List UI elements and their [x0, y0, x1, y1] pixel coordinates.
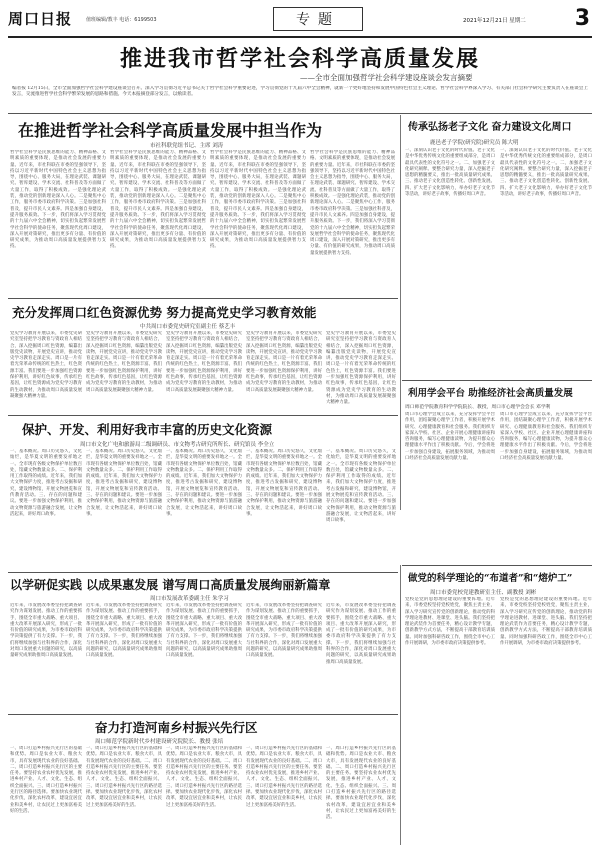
article-column: 一、周口打造乡村振兴先行区的基础和优势。周口是农业大市、粮食大市，具有发展现代农业的良好基础。二、周口打造乡村振兴先行区的主要任务。要坚持农业农村优先发展，推进乡村产业、人才、文化、生态、组织全面振兴。三、周口打造乡村振兴先行区的路径选择。要加快农业现代化步伐，深化农村改革，建设宜居宜业和美乡村，让农民过上更加富裕美好的生活。: [246, 746, 322, 808]
article-column: 哲学社会科学是民族思维的能力、精神品格、文明素质的重要体现，是推动社会发展的重要力量。近年来，市社科联在市委的坚强领导下，坚持以习近平新时代中国特色社会主义思想为指导，围绕中心、服务大局，在理论武装、课题研究、智库建设、学术交流、社科普及等方面做了大量工作，取得了积极成效。一是强化理论武装，推动党的创新理论深入人心。二是聚焦中心工作，服务市委市政府科学决策。三是加强社科普及，提升市民人文素养。四是加强自身建设，提升服务质效。下一步，我们将深入学习贯彻党的十九届六中全会精神，切实担负起繁荣发展哲学社会科学的使命任务，聚焦现代化周口建设，深入开展对策研究，推出更多有分量、有价值的研究成果，为推动周口高质量发展提供智力支持。: [10, 150, 106, 250]
article-column: 周口市心理学会成立以来，充分发挥学会平台作用，团结凝聚心理学工作者，积极开展学术研究、心理健康教育和社会服务。我们组织专家深入学校、社区、企业开展心理健康讲座和咨询服务，编写心理健康读物，为提升群众心理健康水平作出了积极贡献。今后，学会将进一步加强自身建设，拓展服务领域，为推动周口经济社会高质量发展贡献力量。: [500, 412, 592, 462]
article-column: 哲学社会科学是民族思维的能力、精神品格、文明素质的重要体现，是推动社会发展的重要力量。近年来，市社科联在市委的坚强领导下，坚持以习近平新时代中国特色社会主义思想为指导，围绕中心、服务大局，在理论武装、课题研究、智库建设、学术交流、社科普及等方面做了大量工作，取得了积极成效。一是强化理论武装，推动党的创新理论深入人心。二是聚焦中心工作，服务市委市政府科学决策。三是加强社科普及，提升市民人文素养。四是加强自身建设，提升服务质效。下一步，我们将深入学习贯彻党的十九届六中全会精神，切实担负起繁荣发展哲学社会科学的使命任务，聚焦现代化周口建设，深入开展对策研究，推出更多有分量、有价值的研究成果，为推动周口高质量发展提供智力支持。: [310, 150, 395, 256]
article-column: 哲学社会科学是民族思维的能力、精神品格、文明素质的重要体现，是推动社会发展的重要力量。近年来，市社科联在市委的坚强领导下，坚持以习近平新时代中国特色社会主义思想为指导，围绕中心、服务大局，在理论武装、课题研究、智库建设、学术交流、社科普及等方面做了大量工作，取得了积极成效。一是强化理论武装，推动党的创新理论深入人心。二是聚焦中心工作，服务市委市政府科学决策。三是加强社科普及，提升市民人文素养。四是加强自身建设，提升服务质效。下一步，我们将深入学习贯彻党的十九届六中全会精神，切实担负起繁荣发展哲学社会科学的使命任务，聚焦现代化周口建设，深入开展对策研究，推出更多有分量、有价值的研究成果，为推动周口高质量发展提供智力支持。: [110, 150, 206, 250]
article-column: 党校是党的思想理论建设的重要阵地。近年来，市委党校坚持党校姓党，聚焦主责主业，深入学习研究宣传党的创新理论，推动党的科学理论进教材、进课堂、进头脑。我们坚持把理论武装作为首要任务，精心设计教学专题，创新教学方式方法，不断提高干部教育培训质量。同时加强科研咨政工作，围绕全市中心工作开展调研，为市委市政府决策提供参考。: [405, 597, 495, 647]
article-title: 传承弘扬老子文化 奋力建设文化周口: [408, 122, 572, 133]
article-title: 以学研促实践 以成果惠发展 谱写周口高质量发展绚丽新篇章: [10, 578, 331, 592]
article-column: 党史学习教育开展以来，市委党史研究室坚持把学习教育与资政育人相结合，深入挖掘周口红色资源，编纂出版党史读物，开展党史宣讲，推动党史学习教育走深走实。周口是一片有着光荣革命传统的红色热土，红色资源丰富。我们要进一步加强红色资源保护利用，讲好红色故事，传承红色基因，让红色资源成为党史学习教育的生动教材，为推动周口高质量发展凝聚强大精神力量。: [326, 331, 396, 406]
article-column: 党史学习教育开展以来，市委党史研究室坚持把学习教育与资政育人相结合，深入挖掘周口红色资源，编纂出版党史读物，开展党史宣讲，推动党史学习教育走深走实。周口是一片有着光荣革命传统的红色热土，红色资源丰富。我们要进一步加强红色资源保护利用，讲好红色故事，传承红色基因，让红色资源成为党史学习教育的生动教材，为推动周口高质量发展凝聚强大精神力量。: [246, 331, 322, 393]
article-column: 周口市心理学会成立以来，充分发挥学会平台作用，团结凝聚心理学工作者，积极开展学术研究、心理健康教育和社会服务。我们组织专家深入学校、社区、企业开展心理健康讲座和咨询服务，编写心理健康读物，为提升群众心理健康水平作出了积极贡献。今后，学会将进一步加强自身建设，拓展服务领域，为推动周口经济社会高质量发展贡献力量。: [405, 412, 495, 462]
article-title: 充分发挥周口红色资源优势 努力提高党史学习教育效能: [12, 305, 317, 320]
page-title: 推进我市哲学社会科学高质量发展: [119, 46, 480, 72]
masthead: [8, 6, 592, 38]
article-column: 一、周口打造乡村振兴先行区的基础和优势。周口是农业大市、粮食大市，具有发展现代农业的良好基础。二、周口打造乡村振兴先行区的主要任务。要坚持农业农村优先发展，推进乡村产业、人才、文化、生态、组织全面振兴。三、周口打造乡村振兴先行区的路径选择。要加快农业现代化步伐，深化农村改革，建设宜居宜业和美乡村，让农民过上更加富裕美好的生活。: [326, 746, 396, 821]
divider: [8, 714, 398, 715]
article-column: 一、基本概况。周口历史悠久，文化灿烂，是华夏文明的重要发祥地之一。全市现有各级文物保护单位数百处，馆藏文物数量众多。二、保护利用工作取得的成绩。近年来，我们加大文物保护力度，推进考古发掘和研究，建设博物馆，开展文物展览和宣传教育活动。三、存在的问题和建议。要进一步加强文物保护利用，推动文物资源与旅游融合发展，让文物活起来，讲好周口故事。: [166, 449, 242, 517]
page-subtitle: ——全市全面加强哲学社会科学建设座谈会发言摘要: [300, 73, 473, 82]
article-column: 一、基本概况。周口历史悠久，文化灿烂，是华夏文明的重要发祥地之一。全市现有各级文物保护单位数百处，馆藏文物数量众多。二、保护利用工作取得的成绩。近年来，我们加大文物保护力度，推进考古发掘和研究，建设博物馆，开展文物展览和宣传教育活动。三、存在的问题和建议。要进一步加强文物保护利用，推动文物资源与旅游融合发展，让文物活起来，讲好周口故事。: [10, 449, 82, 517]
article-author: 周口市发展改革委副主任 朱学习: [150, 596, 229, 602]
article-author: 周口师范学院教育科学学院院长、教授，周口市心理学会会长 邓学利: [405, 405, 551, 410]
article-column: 一、基本概况。周口历史悠久，文化灿烂，是华夏文明的重要发祥地之一。全市现有各级文物保护单位数百处，馆藏文物数量众多。二、保护利用工作取得的成绩。近年来，我们加大文物保护力度，推进考古发掘和研究，建设博物馆，开展文物展览和宣传教育活动。三、存在的问题和建议。要进一步加强文物保护利用，推动文物资源与旅游融合发展，让文物活起来，讲好周口故事。: [326, 449, 396, 524]
article-column: 一、周口打造乡村振兴先行区的基础和优势。周口是农业大市、粮食大市，具有发展现代农业的良好基础。二、周口打造乡村振兴先行区的主要任务。要坚持农业农村优先发展，推进乡村产业、人才、文化、生态、组织全面振兴。三、周口打造乡村振兴先行区的路径选择。要加快农业现代化步伐，深化农村改革，建设宜居宜业和美乡村，让农民过上更加富裕美好的生活。: [10, 746, 82, 814]
article-title: 保护、开发、利用好我市丰富的历史文化资源: [22, 422, 273, 437]
article-column: 近年来，市发展改革委坚持把调查研究作为谋划发展、推动工作的重要抓手，围绕全市重大战略、重大项目、重大改革开展深入研究，形成了一批有价值的研究成果，为市委市政府科学决策提供了有力支撑。下一步，我们将继续加强与社科界的合作，深化对周口发展重大问题的研究，以高质量研究成果助推周口高质量发展。: [326, 603, 396, 665]
editor-note: 编者按 12月15日，全市全面加强哲学社会科学建设座谈会召开。深入学习贯彻习近平总书记关于哲学社会科学重要论述，学习贯彻党的十九届六中全会精神，就新一个更好地坚持和发展中国特色社会主义理论、哲学社会科学界深入学习、有关部门社会科学研究主要负责人在座谈会上发言，交流推进哲学社会科学繁荣发展的思路和措施。今天本报摘登部分发言，以飨读者。: [12, 86, 588, 98]
issue-date: 2021年12月21日 星期二: [463, 18, 526, 24]
article-column: 近年来，市发展改革委坚持把调查研究作为谋划发展、推动工作的重要抓手，围绕全市重大战略、重大项目、重大改革开展深入研究，形成了一批有价值的研究成果，为市委市政府科学决策提供了有力支撑。下一步，我们将继续加强与社科界的合作，深化对周口发展重大问题的研究，以高质量研究成果助推周口高质量发展。: [166, 603, 242, 659]
article-title: 在推进哲学社会科学高质量发展中担当作为: [18, 121, 323, 140]
article-column: 一、周口打造乡村振兴先行区的基础和优势。周口是农业大市、粮食大市，具有发展现代农业的良好基础。二、周口打造乡村振兴先行区的主要任务。要坚持农业农村优先发展，推进乡村产业、人才、文化、生态、组织全面振兴。三、周口打造乡村振兴先行区的路径选择。要加快农业现代化步伐，深化农村改革，建设宜居宜业和美乡村，让农民过上更加富裕美好的生活。: [86, 746, 162, 808]
article-column: 一、深刻认识老子文化的时代价值。老子文化是中华优秀传统文化的重要组成部分，是周口最具代表性的文化符号之一。二、加强老子文化研究阐释。要整合研究力量，深入挖掘老子思想的精髓要义，推出一批高质量研究成果。三、推动老子文化创造性转化、创新性发展。四、扩大老子文化影响力，举办好老子文化节等活动，讲好老子故事，传播好周口声音。: [500, 148, 592, 198]
divider: [8, 572, 398, 573]
article-author: 市社科联党组书记、主席 刘涛: [150, 143, 224, 149]
article-column: 哲学社会科学是民族思维的能力、精神品格、文明素质的重要体现，是推动社会发展的重要力量。近年来，市社科联在市委的坚强领导下，坚持以习近平新时代中国特色社会主义思想为指导，围绕中心、服务大局，在理论武装、课题研究、智库建设、学术交流、社科普及等方面做了大量工作，取得了积极成效。一是强化理论武装，推动党的创新理论深入人心。二是聚焦中心工作，服务市委市政府科学决策。三是加强社科普及，提升市民人文素养。四是加强自身建设，提升服务质效。下一步，我们将深入学习贯彻党的十九届六中全会精神，切实担负起繁荣发展哲学社会科学的使命任务，聚焦现代化周口建设，深入开展对策研究，推出更多有分量、有价值的研究成果，为推动周口高质量发展提供智力支持。: [210, 150, 306, 250]
article-author: 周口市委党校党建教研室主任、副教授 刘彬: [430, 590, 537, 596]
section-label: 专题: [273, 7, 363, 31]
article-title: 利用学会平台 助推经济社会高质量发展: [408, 388, 573, 399]
article-author: 鹿邑老子学院(研究院)研究员 陈大明: [430, 140, 519, 146]
article-column: 党史学习教育开展以来，市委党史研究室坚持把学习教育与资政育人相结合，深入挖掘周口红色资源，编纂出版党史读物，开展党史宣讲，推动党史学习教育走深走实。周口是一片有着光荣革命传统的红色热土，红色资源丰富。我们要进一步加强红色资源保护利用，讲好红色故事，传承红色基因，让红色资源成为党史学习教育的生动教材，为推动周口高质量发展凝聚强大精神力量。: [166, 331, 242, 393]
divider: [8, 113, 592, 114]
article-column: 近年来，市发展改革委坚持把调查研究作为谋划发展、推动工作的重要抓手，围绕全市重大战略、重大项目、重大改革开展深入研究，形成了一批有价值的研究成果，为市委市政府科学决策提供了有力支撑。下一步，我们将继续加强与社科界的合作，深化对周口发展重大问题的研究，以高质量研究成果助推周口高质量发展。: [246, 603, 322, 659]
article-column: 近年来，市发展改革委坚持把调查研究作为谋划发展、推动工作的重要抓手，围绕全市重大战略、重大项目、重大改革开展深入研究，形成了一批有价值的研究成果，为市委市政府科学决策提供了有力支撑。下一步，我们将继续加强与社科界的合作，深化对周口发展重大问题的研究，以高质量研究成果助推周口高质量发展。: [86, 603, 162, 659]
article-author: 周口师范学院新时代乡村建设研究院院长、教授 张培: [95, 739, 224, 745]
article-title: 奋力打造河南乡村振兴先行区: [95, 720, 258, 735]
divider: [8, 415, 398, 416]
article-author: 周口市文化广电和旅游局二级调研员、市文物考古研究所所长、研究馆员 李全立: [80, 442, 275, 448]
divider: [8, 298, 398, 299]
article-column: 一、周口打造乡村振兴先行区的基础和优势。周口是农业大市、粮食大市，具有发展现代农业的良好基础。二、周口打造乡村振兴先行区的主要任务。要坚持农业农村优先发展，推进乡村产业、人才、文化、生态、组织全面振兴。三、周口打造乡村振兴先行区的路径选择。要加快农业现代化步伐，深化农村改革，建设宜居宜业和美乡村，让农民过上更加富裕美好的生活。: [166, 746, 242, 808]
page-number: 3: [574, 6, 590, 31]
article-column: 一、基本概况。周口历史悠久，文化灿烂，是华夏文明的重要发祥地之一。全市现有各级文物保护单位数百处，馆藏文物数量众多。二、保护利用工作取得的成绩。近年来，我们加大文物保护力度，推进考古发掘和研究，建设博物馆，开展文物展览和宣传教育活动。三、存在的问题和建议。要进一步加强文物保护利用，推动文物资源与旅游融合发展，让文物活起来，讲好周口故事。: [246, 449, 322, 517]
article-column: 一、基本概况。周口历史悠久，文化灿烂，是华夏文明的重要发祥地之一。全市现有各级文物保护单位数百处，馆藏文物数量众多。二、保护利用工作取得的成绩。近年来，我们加大文物保护力度，推进考古发掘和研究，建设博物馆，开展文物展览和宣传教育活动。三、存在的问题和建议。要进一步加强文物保护利用，推动文物资源与旅游融合发展，让文物活起来，讲好周口故事。: [86, 449, 162, 517]
divider: [400, 565, 401, 845]
divider: [400, 115, 401, 510]
article-column: 一、深刻认识老子文化的时代价值。老子文化是中华优秀传统文化的重要组成部分，是周口最具代表性的文化符号之一。二、加强老子文化研究阐释。要整合研究力量，深入挖掘老子思想的精髓要义，推出一批高质量研究成果。三、推动老子文化创造性转化、创新性发展。四、扩大老子文化影响力，举办好老子文化节等活动，讲好老子故事，传播好周口声音。: [405, 148, 495, 198]
newspaper-logo: 周口日报: [8, 10, 73, 28]
article-column: 党史学习教育开展以来，市委党史研究室坚持把学习教育与资政育人相结合，深入挖掘周口红色资源，编纂出版党史读物，开展党史宣讲，推动党史学习教育走深走实。周口是一片有着光荣革命传统的红色热土，红色资源丰富。我们要进一步加强红色资源保护利用，讲好红色故事，传承红色基因，让红色资源成为党史学习教育的生动教材，为推动周口高质量发展凝聚强大精神力量。: [10, 331, 82, 399]
divider: [402, 380, 592, 381]
article-author: 中共周口市委党史研究室副主任 蔡艺丰: [140, 324, 236, 330]
divider: [402, 565, 592, 566]
article-column: 党校是党的思想理论建设的重要阵地。近年来，市委党校坚持党校姓党，聚焦主责主业，深入学习研究宣传党的创新理论，推动党的科学理论进教材、进课堂、进头脑。我们坚持把理论武装作为首要任务，精心设计教学专题，创新教学方式方法，不断提高干部教育培训质量。同时加强科研咨政工作，围绕全市中心工作开展调研，为市委市政府决策提供参考。: [500, 597, 592, 647]
article-column: 近年来，市发展改革委坚持把调查研究作为谋划发展、推动工作的重要抓手，围绕全市重大战略、重大项目、重大改革开展深入研究，形成了一批有价值的研究成果，为市委市政府科学决策提供了有力支撑。下一步，我们将继续加强与社科界的合作，深化对周口发展重大问题的研究，以高质量研究成果助推周口高质量发展。: [10, 603, 82, 659]
article-column: 党史学习教育开展以来，市委党史研究室坚持把学习教育与资政育人相结合，深入挖掘周口红色资源，编纂出版党史读物，开展党史宣讲，推动党史学习教育走深走实。周口是一片有着光荣革命传统的红色热土，红色资源丰富。我们要进一步加强红色资源保护利用，讲好红色故事，传承红色基因，让红色资源成为党史学习教育的生动教材，为推动周口高质量发展凝聚强大精神力量。: [86, 331, 162, 393]
editor-info: 值班编辑/教丰 电话：6199503: [86, 17, 157, 23]
article-title: 做党的科学理论的“布道者”和“熔炉工”: [408, 573, 573, 584]
